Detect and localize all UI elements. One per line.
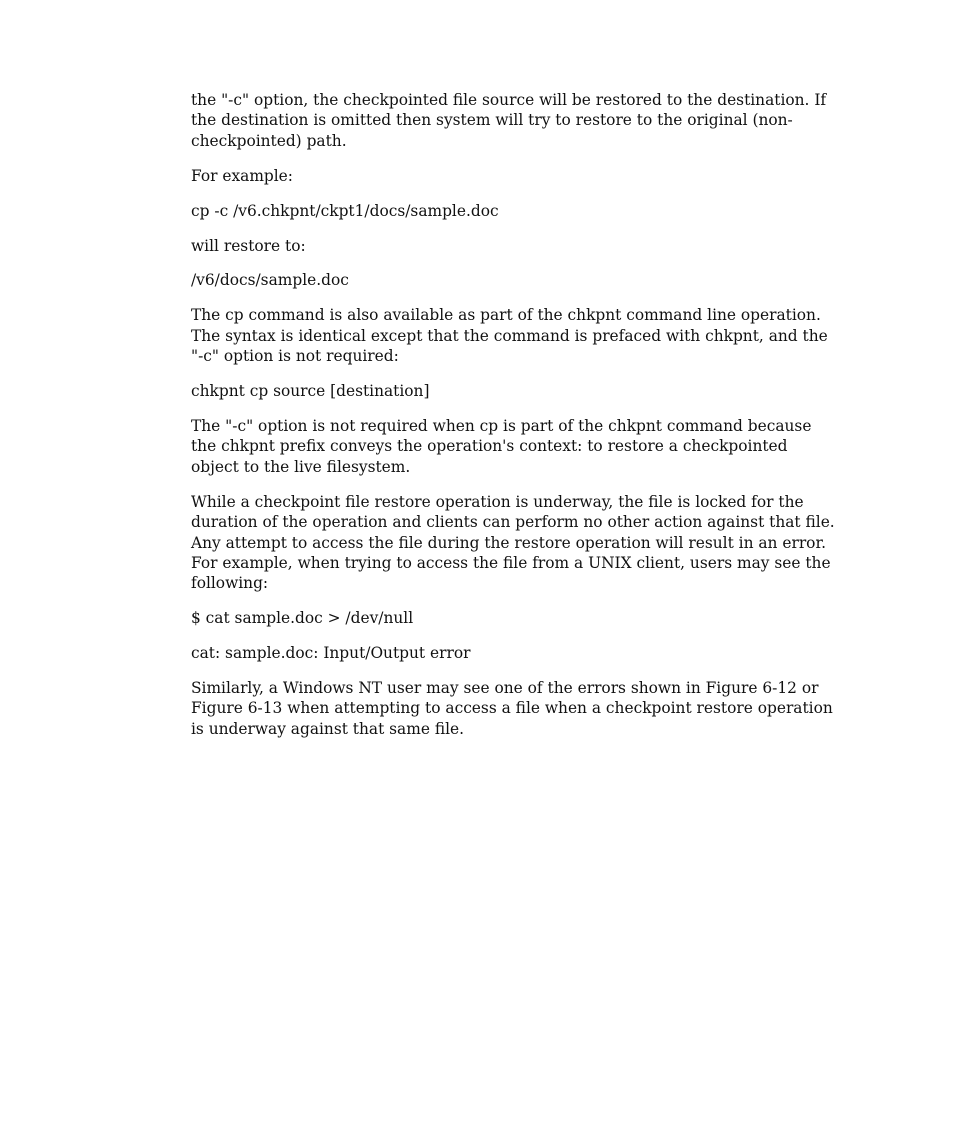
command-example-cat: $ cat sample.doc > /dev/null: [191, 609, 414, 628]
paragraph-windows-nt-errors: Similarly, a Windows NT user may see one of the errors shown in Figure 6-12 or Figure 6-13 when attempting to access a file when a checkpoint restore operation is underway against that same file.: [191, 679, 833, 738]
paragraph-file-locked: While a checkpoint file restore operation is underway, the file is locked for the duration of the operation and clients can perform no other action against that file. Any attempt to access the file during the restore operation will result in an error. For example, when trying to access the file from a UNIX client, users may see the following:: [191, 492, 835, 593]
path-example-restored: /v6/docs/sample.doc: [191, 271, 349, 290]
error-output-example: cat: sample.doc: Input/Output error: [191, 644, 471, 663]
paragraph-for-example: For example:: [191, 166, 293, 185]
paragraph-will-restore-to: will restore to:: [191, 236, 306, 255]
paragraph-restore-destination: the "-c" option, the checkpointed file source will be restored to the destination. If the destination is omitted then system will try to restore to the original (non-checkpointed) path.: [191, 91, 827, 150]
paragraph-c-option-not-required: The "-c" option is not required when cp is part of the chkpnt command because the chkpnt prefix conveys the operation's context: to restore a checkpointed object to the live filesystem.: [191, 416, 812, 476]
command-example-cp: cp -c /v6.chkpnt/ckpt1/docs/sample.doc: [191, 201, 499, 220]
command-syntax-chkpnt-cp: chkpnt cp source [destination]: [191, 382, 430, 401]
document-body: [191, 90, 839, 754]
paragraph-cp-chkpnt: The cp command is also available as part of the chkpnt command line operation. The syntax is identical except that the command is prefaced with chkpnt, and the "-c" option is not required:: [191, 306, 828, 366]
